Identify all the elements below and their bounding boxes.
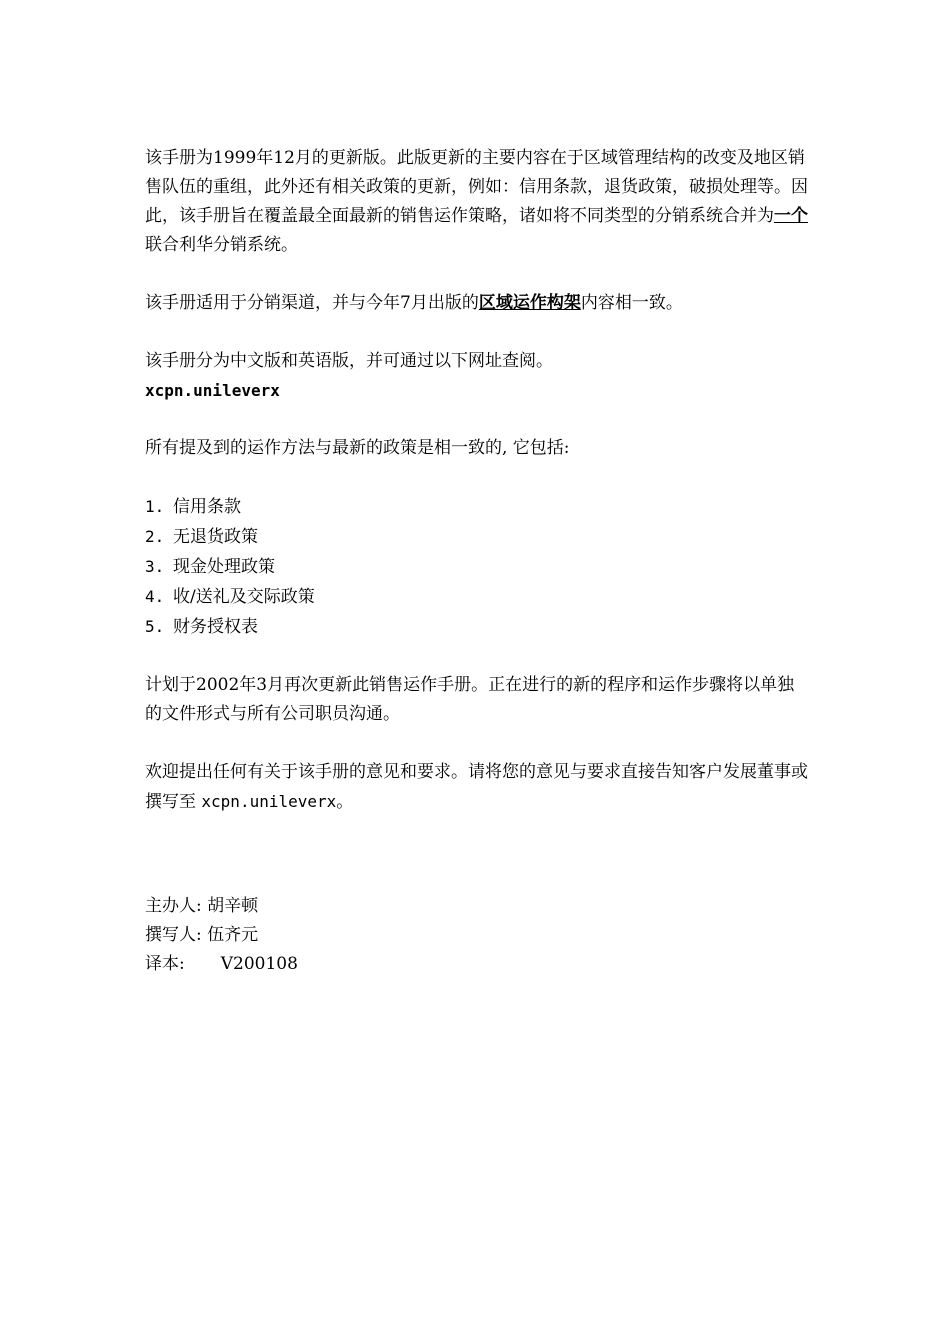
list-item bbox=[145, 612, 811, 642]
spacer bbox=[145, 260, 811, 289]
document-body bbox=[145, 144, 811, 817]
list-item bbox=[145, 492, 811, 522]
list-number: 3. bbox=[145, 557, 165, 576]
credit-value: 胡辛顿 bbox=[207, 896, 259, 916]
credit-value: V200108 bbox=[220, 954, 298, 974]
credit-writer bbox=[145, 921, 298, 950]
spacer bbox=[145, 463, 811, 492]
feedback-paragraph bbox=[145, 758, 811, 817]
list-number: 5. bbox=[145, 617, 165, 636]
spacer bbox=[145, 642, 811, 671]
list-label: 现金处理政策 bbox=[173, 557, 275, 577]
credit-value: 伍齐元 bbox=[207, 925, 259, 945]
spacer bbox=[145, 318, 811, 347]
intro-text-end: 联合利华分销系统。 bbox=[145, 235, 298, 255]
list-item bbox=[145, 582, 811, 612]
feedback-text: 欢迎提出任何有关于该手册的意见和要求。请将您的意见与要求直接告知客户发展董事或撰写至 bbox=[145, 762, 808, 812]
credit-label: 主办人: bbox=[145, 896, 202, 916]
spacer bbox=[145, 729, 811, 758]
credit-label: 译本: bbox=[145, 954, 185, 974]
list-label: 收/送礼及交际政策 bbox=[173, 587, 315, 607]
credits-block bbox=[145, 892, 298, 979]
credit-version bbox=[145, 950, 298, 979]
credit-label: 撰写人: bbox=[145, 925, 202, 945]
scope-paragraph bbox=[145, 289, 811, 318]
scope-text-end: 内容相一致。 bbox=[580, 293, 683, 313]
intro-text: 该手册为1999年12月的更新版。此版更新的主要内容在于区域管理结构的改变及地区销售队伍的重组，此外还有相关政策的更新，例如：信用条款，退货政策，破损处理等。因此，该手册旨在覆盖最全面最新的销售运作策略，诸如将不同类型的分销系统合并为 bbox=[145, 148, 808, 226]
feedback-text-end: 。 bbox=[336, 792, 354, 812]
list-label: 财务授权表 bbox=[173, 617, 258, 637]
spacer bbox=[145, 405, 811, 434]
list-label: 无退货政策 bbox=[173, 527, 258, 547]
intro-paragraph bbox=[145, 144, 811, 260]
list-item bbox=[145, 522, 811, 552]
credit-sponsor bbox=[145, 892, 298, 921]
list-number: 4. bbox=[145, 587, 165, 606]
site-url[interactable]: xcpn.unileverx bbox=[145, 381, 280, 400]
scope-text: 该手册适用于分销渠道，并与今年7月出版的 bbox=[145, 293, 479, 313]
scope-link[interactable]: 区域运作构架 bbox=[478, 293, 581, 313]
policy-list bbox=[145, 492, 811, 642]
list-number: 1. bbox=[145, 497, 165, 516]
versions-paragraph: 该手册分为中文版和英语版，并可通过以下网址查阅。 bbox=[145, 351, 553, 371]
includes-intro: 所有提及到的运作方法与最新的政策是相一致的, 它包括: bbox=[145, 438, 570, 458]
list-item bbox=[145, 552, 811, 582]
list-label: 信用条款 bbox=[173, 497, 241, 517]
intro-link[interactable]: 一个 bbox=[774, 206, 808, 226]
list-number: 2. bbox=[145, 527, 165, 546]
feedback-address[interactable]: xcpn.unileverx bbox=[201, 792, 337, 811]
next-update-paragraph: 计划于2002年3月再次更新此销售运作手册。正在进行的新的程序和运作步骤将以单独的文件形式与所有公司职员沟通。 bbox=[145, 675, 795, 724]
